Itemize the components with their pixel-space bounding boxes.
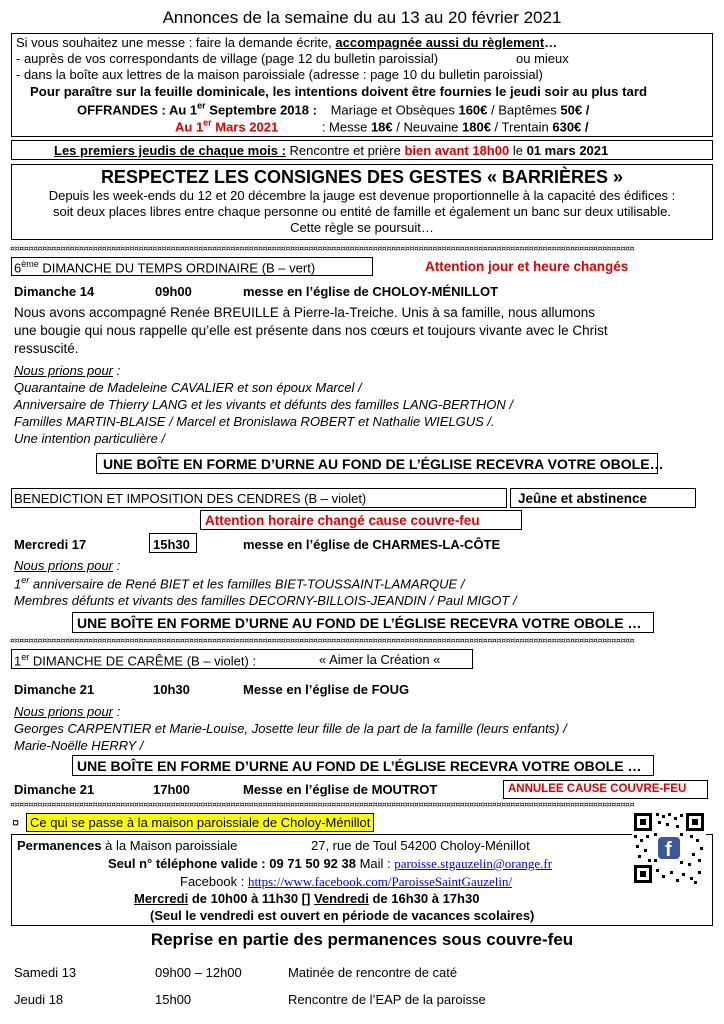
section-2-prions: Nous prions pour :: [14, 558, 121, 573]
email-link[interactable]: paroisse.stgauzelin@orange.fr: [394, 856, 553, 871]
separator: ¤¤¤¤¤¤¤¤¤¤¤¤¤¤¤¤¤¤¤¤¤¤¤¤¤¤¤¤¤¤¤¤¤¤¤¤¤¤¤¤¤¤¤¤¤¤¤¤¤¤¤¤¤¤¤¤¤¤¤¤¤¤¤¤¤¤¤¤¤¤¤¤¤¤¤¤¤¤¤¤¤¤¤¤¤¤¤¤¤¤¤¤¤¤¤¤¤¤¤¤¤¤¤¤¤¤¤¤¤¤¤¤¤¤¤¤¤¤¤¤¤¤¤¤¤¤¤¤¤¤¤¤¤¤¤¤: [10, 245, 635, 252]
section-2-intention-2: Membres défunts et vivants des familles DECORNY-BILLOIS-JEANDIN / Paul MIGOT /: [14, 593, 517, 608]
section-3-intention-2: Marie-Noëlle HERRY /: [14, 738, 144, 753]
svg-text:f: f: [665, 839, 672, 861]
info-line-2: - auprès de vos correspondants de village (page 12 du bulletin paroissial): [16, 51, 439, 66]
consignes-title: RESPECTEZ LES CONSIGNES DES GESTES « BARRIÈRES »: [100, 167, 624, 187]
schedule-row-1-time: 09h00 – 12h00: [155, 965, 242, 980]
annulee-label: ANNULEE CAUSE COUVRE-FEU: [508, 783, 687, 795]
section-3-prions: Nous prions pour :: [14, 704, 121, 719]
section-1-heading: 6ème DIMANCHE DU TEMPS ORDINAIRE (B – vert): [14, 259, 316, 276]
section-3-heading: 1er DIMANCHE DE CARÊME (B – violet) :: [14, 652, 257, 669]
hours-note: (Seul le vendredi est ouvert en période de vacances scolaires): [150, 908, 535, 923]
qr-code-icon: [632, 811, 706, 885]
address: 27, rue de Toul 54200 Choloy-Ménillot: [311, 838, 530, 853]
section-1-urne: UNE BOÎTE EN FORME D’URNE AU FOND DE L’ÉGLISE RECEVRA VOTRE OBOLE…: [103, 456, 664, 472]
facebook-line: Facebook : https://www.facebook.com/ParoisseSaintGauzelin/: [180, 874, 513, 889]
phone-line: Seul n° téléphone valide : 09 71 50 92 38 Mail : paroisse.stgauzelin@orange.fr: [108, 856, 553, 871]
hours-line: Mercredi de 10h00 à 11h30 [] Vendredi de 16h30 à 17h30: [134, 891, 480, 906]
section-3-heading-theme: « Aimer la Création «: [319, 652, 441, 667]
info-line-4: Pour paraître sur la feuille dominicale, les intentions doivent être fournies le jeudi soir au plus tard: [30, 84, 648, 99]
section-1-attention: Attention jour et heure changés: [425, 259, 629, 274]
mars-line: Au 1er Mars 2021 : Messe 18€ / Neuvaine 180€ / Trentain 630€ /: [175, 118, 589, 135]
page-title: Annonces de la semaine du au 13 au 20 février 2021: [162, 8, 562, 27]
section-1-intention-3: Familles MARTIN-BLAISE / Marcel et Bronislawa ROBERT et Nathalie WIELGUS /.: [14, 414, 495, 429]
section-1-para-1: Nous avons accompagné Renée BREUILLE à Pierre-la-Treiche. Unis à sa famille, nous allumons: [14, 305, 596, 320]
offrandes-line: OFFRANDES : Au 1er Septembre 2018 : Mariage et Obsèques 160€ / Baptêmes 50€ /: [77, 101, 590, 118]
section-1-intention-2: Anniversaire de Thierry LANG et les vivants et défunts des familles LANG-BERTHON /: [14, 397, 514, 412]
consignes-line-1: Depuis les week-ends du 12 et 20 décembre la jauge est devenue proportionnelle à la capacité des édifices :: [48, 188, 676, 203]
consignes-line-2: soit deux places libres entre chaque personne ou entité de famille et également un banc sur deux utilisable.: [53, 204, 671, 219]
section-1-para-3: ressuscité.: [14, 341, 79, 356]
consignes-line-3: Cette règle se poursuit…: [290, 220, 434, 235]
maison-highlight: Ce qui se passe à la maison paroissiale de Choloy-Ménillot: [26, 813, 374, 832]
info-line-3: - dans la boîte aux lettres de la maison paroissiale (adresse : page 10 du bulletin paroissial): [16, 67, 543, 82]
schedule-row-2-what: Rencontre de l’EAP de la paroisse: [288, 992, 486, 1007]
section-2-day: Mercredi 17: [14, 537, 87, 552]
section-3-intention-1: Georges CARPENTIER et Marie-Louise, Josette leur fille de la part de la famille (leurs enfants) /: [14, 721, 567, 736]
section-2-time: 15h30: [153, 537, 190, 552]
section-1-time: 09h00: [155, 284, 192, 299]
section-3-place: Messe en l’église de FOUG: [243, 682, 410, 697]
section-3-urne: UNE BOÎTE EN FORME D’URNE AU FOND DE L’ÉGLISE RECEVRA VOTRE OBOLE …: [77, 758, 642, 774]
section-3-day-2: Dimanche 21: [14, 782, 95, 797]
maison-bullet: ¤: [12, 815, 20, 830]
section-3-place-2: Messe en l’église de MOUTROT: [243, 782, 438, 797]
schedule-row-1-what: Matinée de rencontre de caté: [288, 965, 458, 980]
section-2-heading: BENEDICTION ET IMPOSITION DES CENDRES (B – violet): [14, 491, 367, 506]
section-2-urne: UNE BOÎTE EN FORME D’URNE AU FOND DE L’ÉGLISE RECEVRA VOTRE OBOLE …: [77, 615, 642, 631]
schedule-row-2-time: 15h00: [155, 992, 192, 1007]
info-line-1: Si vous souhaitez une messe : faire la demande écrite, accompagnée aussi du règlement…: [16, 35, 558, 50]
section-1-prions: Nous prions pour :: [14, 363, 121, 378]
reprise-heading: Reprise en partie des permanences sous couvre-feu: [150, 930, 574, 949]
facebook-link[interactable]: https://www.facebook.com/ParoisseSaintGauzelin/: [247, 874, 513, 889]
info-line-2b: ou mieux: [516, 51, 569, 66]
section-1-intention-4: Une intention particulière /: [14, 431, 166, 446]
section-3-day: Dimanche 21: [14, 682, 95, 697]
section-3-time-2: 17h00: [153, 782, 190, 797]
jeudis-line: Les premiers jeudis de chaque mois : Rencontre et prière bien avant 18h00 le 01 mars 2021: [54, 143, 609, 158]
separator: ¤¤¤¤¤¤¤¤¤¤¤¤¤¤¤¤¤¤¤¤¤¤¤¤¤¤¤¤¤¤¤¤¤¤¤¤¤¤¤¤¤¤¤¤¤¤¤¤¤¤¤¤¤¤¤¤¤¤¤¤¤¤¤¤¤¤¤¤¤¤¤¤¤¤¤¤¤¤¤¤¤¤¤¤¤¤¤¤¤¤¤¤¤¤¤¤¤¤¤¤¤¤¤¤¤¤¤¤¤¤¤¤¤¤¤¤¤¤¤¤¤¤¤¤¤¤¤¤¤¤¤¤¤¤¤¤: [10, 801, 635, 808]
section-1-place: messe en l’église de CHOLOY-MÉNILLOT: [243, 284, 499, 299]
section-2-attention: Attention horaire changé cause couvre-feu: [205, 513, 480, 528]
separator: ¤¤¤¤¤¤¤¤¤¤¤¤¤¤¤¤¤¤¤¤¤¤¤¤¤¤¤¤¤¤¤¤¤¤¤¤¤¤¤¤¤¤¤¤¤¤¤¤¤¤¤¤¤¤¤¤¤¤¤¤¤¤¤¤¤¤¤¤¤¤¤¤¤¤¤¤¤¤¤¤¤¤¤¤¤¤¤¤¤¤¤¤¤¤¤¤¤¤¤¤¤¤¤¤¤¤¤¤¤¤¤¤¤¤¤¤¤¤¤¤¤¤¤¤¤¤¤¤¤¤¤¤¤¤¤¤: [10, 637, 635, 644]
section-1-day: Dimanche 14: [14, 284, 95, 299]
section-1-para-2: une bougie qui nous rappelle qu’elle est présente dans nos cœurs et toujours vivante avec le Christ: [14, 323, 608, 338]
section-2-place: messe en l’église de CHARMES-LA-CÔTE: [243, 537, 501, 552]
section-1-intention-1: Quarantaine de Madeleine CAVALIER et son époux Marcel /: [14, 380, 362, 395]
schedule-row-1-day: Samedi 13: [14, 965, 77, 980]
permanences-line: Permanences à la Maison paroissiale: [17, 838, 238, 853]
section-2-intention-1: 1er anniversaire de René BIET et les familles BIET-TOUSSAINT-LAMARQUE /: [14, 575, 465, 592]
section-3-time: 10h30: [153, 682, 190, 697]
schedule-row-2-day: Jeudi 18: [14, 992, 64, 1007]
section-2-jeune: Jeûne et abstinence: [518, 491, 648, 506]
